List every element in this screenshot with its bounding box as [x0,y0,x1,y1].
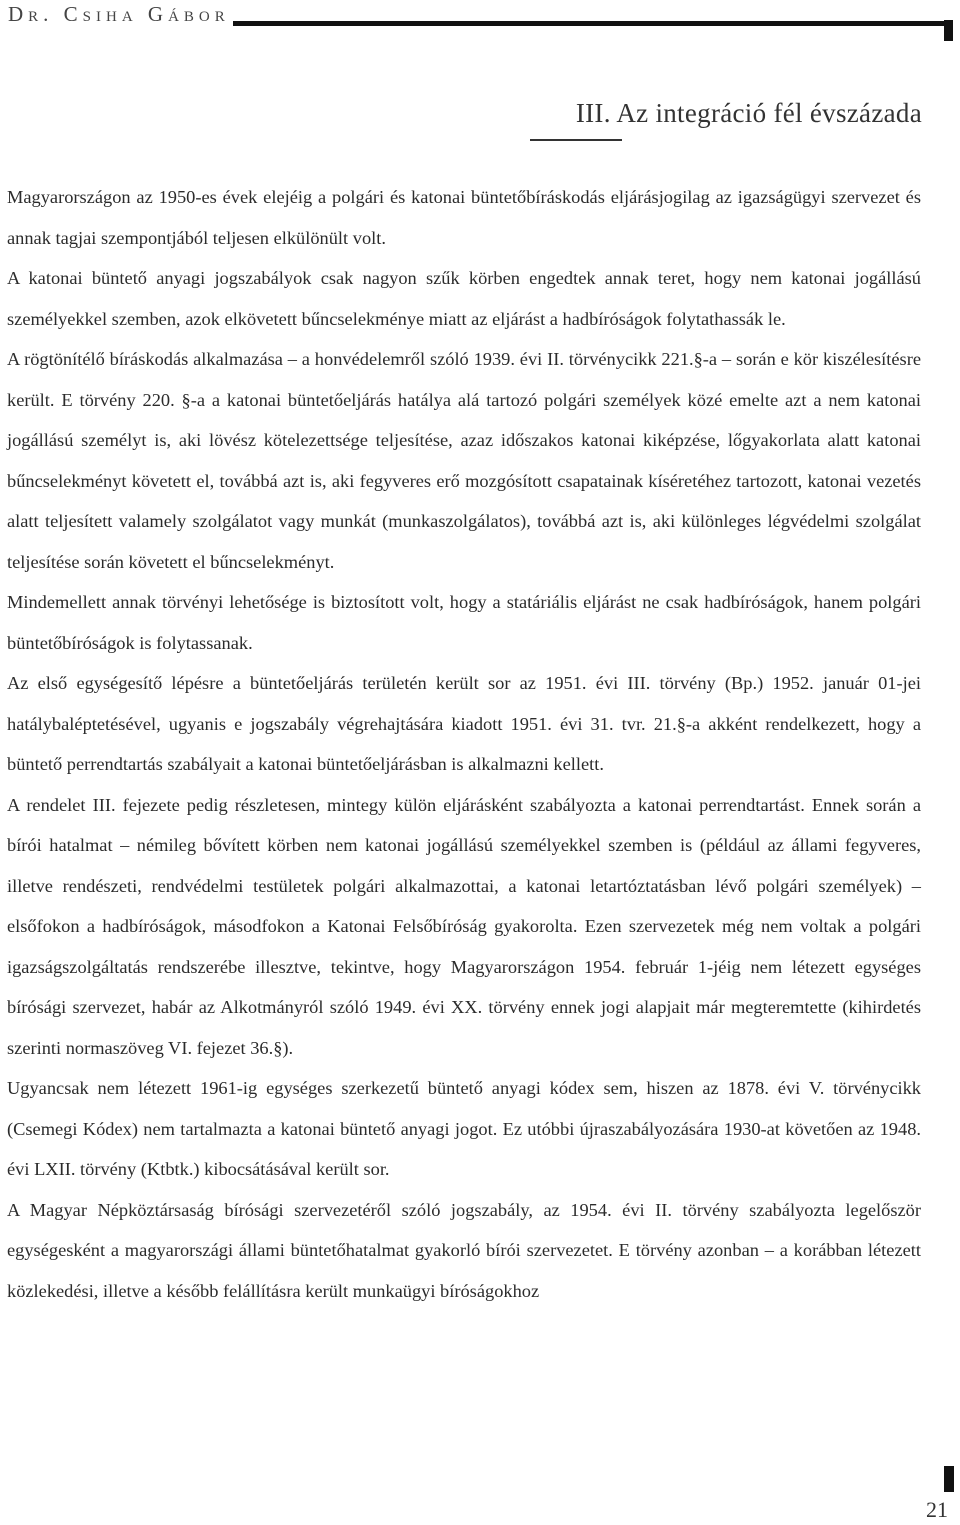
paragraph: Az első egységesítő lépésre a büntetőeljárás területén került sor az 1951. évi III. törvény (Bp.) 1952. január 01-jei hatálybaléptetésével, ugyanis e jogszabály végrehajtására kiadott 1951. évi 31. tvr. 21.§-a akként rendelkezett, hogy a büntető perrendtartás szabályait a katonai büntetőeljárásban is alkalmazni kellett. [7,673,921,774]
paragraph: A rögtönítélő bíráskodás alkalmazása – a honvédelemről szóló 1939. évi II. törvénycikk 221.§-a – során e kör kiszélesítésre került. E törvény 220. §-a a katonai büntetőeljárás hatálya alá tartozó polgári személyek közé emelte azt a nem katonai jogállású személyt is, aki lövész kötelezettsége teljesítése, azaz időszakos katonai kiképzése, lőgyakorlata alatt katonai bűncselekményt követett el, továbbá azt is, aki fegyveres erő mozgósított csapatainak kíséretéhez tartozott, katonai vezetés alatt teljesített valamely szolgálatot vagy munkát (munkaszolgálatos), továbbá azt is, aki különleges légvédelmi szolgálat teljesítése során követett el bűncselekményt. [7,349,921,572]
header-rule [233,21,951,26]
paragraph: Magyarországon az 1950-es évek elejéig a polgári és katonai büntetőbíráskodás eljárásjogilag az igazságügyi szervezet és annak tagjai szempontjából teljesen elkülönült volt. [7,187,921,248]
chapter-title: III. Az integráció fél évszázada [575,98,922,128]
paragraph: Ugyancsak nem létezett 1961-ig egységes szerkezetű büntető anyagi kódex sem, hiszen az 1878. évi V. törvénycikk (Csemegi Kódex) nem tartalmazta a katonai büntető anyagi jogot. Ez utóbbi újraszabályozására 1930-at követően az 1948. évi LXII. törvény (Ktbtk.) kibocsátásával került sor. [7,1078,921,1179]
paragraph: A rendelet III. fejezete pedig részletesen, mintegy külön eljárásként szabályozta a katonai perrendtartást. Ennek során a bírói hatalmat – némileg bővített körben nem katonai jogállású személyekkel szemben is (például az állami fegyveres, illetve rendészeti, rendvédelmi testületek polgári alkalmazottai, a katonai letartóztatásban lévő polgári személyek) – elsőfokon a hadbíróságok, másodfokon a Katonai Felsőbíróság gyakorolta. Ezen szervezetek még nem voltak a polgári igazságszolgáltatás rendszerébe illesztve, tekintve, hogy Magyarországon 1954. február 1-jéig nem létezett egységes bírósági szervezet, habár az Alkotmányról szóló 1949. évi XX. törvény ennek jogi alapjait már megteremtette (kihirdetés szerinti normaszöveg VI. fejezet 36.§). [7,794,921,1058]
header-corner-mark [944,20,953,41]
page-number: 21 [926,1497,948,1522]
paragraph: A katonai büntető anyagi jogszabályok csak nagyon szűk körben engedtek annak teret, hogy nem katonai jogállású személyekkel szemben, azok elkövetett bűncselekménye miatt az eljárást a hadbíróságok folytathassák le. [7,268,921,329]
footer-corner-mark [944,1466,954,1492]
paragraph: A Magyar Népköztársaság bírósági szervezetéről szóló jogszabály, az 1954. évi II. törvény szabályozta legelőször egységesként a magyarországi állami büntetőhatalmat gyakorló bírói szervezetet. E törvény azonban – a korábban létezett közlekedési, illetve a később felállításra került munkaügyi bíróságokhoz [7,1199,921,1301]
paragraph: Mindemellett annak törvényi lehetősége is biztosított volt, hogy a statáriális eljárást ne csak hadbíróságok, hanem polgári büntetőbíróságok is folytassanak. [7,592,921,653]
running-header: Dr. Csiha Gábor [8,2,230,26]
body-text [7,177,921,1311]
chapter-title-rule [530,139,622,141]
